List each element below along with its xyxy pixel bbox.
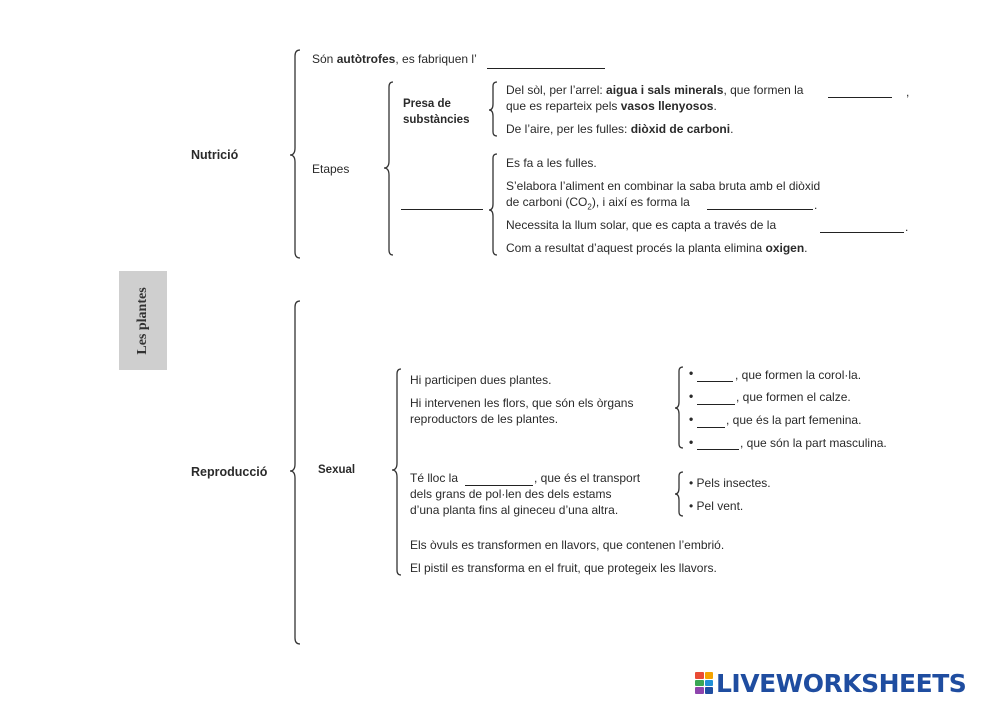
liveworksheets-logo — [695, 670, 966, 696]
petals-text: , que formen la corol·la. — [735, 368, 862, 382]
te-line-2: dels grans de pol·len des dels estams — [410, 487, 612, 501]
aire-line: De l’aire, per les fulles: diòxid de carboni. — [506, 122, 734, 136]
blank-sepals[interactable] — [697, 404, 735, 405]
sexual-label: Sexual — [318, 464, 356, 476]
blank-pistil[interactable] — [697, 427, 725, 428]
side-label-text: Les plantes — [135, 286, 150, 355]
pistil-line: El pistil es transforma en el fruit, que protegeix les llavors. — [410, 561, 717, 575]
flors-line-2: reproductors de les plantes. — [410, 412, 559, 426]
bullet-3: • — [689, 412, 694, 426]
insectes-line: • Pels insectes. — [689, 476, 771, 490]
logo-text: LIVEWORKSHEETS — [716, 668, 967, 698]
autotrofes-line: Són autòtrofes, es fabriquen l’ — [312, 52, 477, 66]
etapes-label: Etapes — [312, 162, 350, 176]
blank-saba[interactable] — [828, 97, 892, 98]
brace-etapes — [384, 82, 393, 255]
blank-saba-elaborada[interactable] — [707, 209, 813, 210]
sol-line-1: Del sòl, per l’arrel: aigua i sals minerals, que formen la — [506, 83, 804, 97]
sol-comma: , — [906, 85, 910, 99]
brace-reproduccio — [290, 301, 300, 644]
te-line-1-post: , que és el transport — [534, 471, 641, 485]
te-line-1-pre: Té lloc la — [410, 471, 459, 485]
elabora-line-2: de carboni $(CO_2)$, i així es forma la — [506, 195, 690, 212]
brace-presa — [489, 82, 497, 136]
ovuls-line: Els òvuls es transformen en llavors, que contenen l’embrió. — [410, 538, 725, 552]
blank-petals[interactable] — [697, 381, 733, 382]
elabora-period: . — [814, 198, 818, 212]
brace-fotosintesi — [489, 154, 497, 255]
nutricio-title: Nutrició — [191, 148, 239, 162]
blank-fotosintesi[interactable] — [401, 209, 483, 210]
reproduccio-title: Reproducció — [191, 465, 268, 479]
resultat-line: Com a resultat d’aquest procés la planta elimina oxigen. — [506, 241, 808, 255]
blank-clorofil[interactable] — [820, 232, 904, 233]
blank-aliment[interactable] — [487, 68, 605, 69]
brace-pol — [675, 472, 683, 516]
brace-flors — [675, 367, 683, 448]
presa-label-1: Presa de — [403, 98, 451, 110]
pistil-text: , que és la part femenina. — [726, 413, 862, 427]
bullet-4: • — [689, 435, 694, 449]
fa-line: Es fa a les fulles. — [506, 156, 597, 170]
brace-sexual — [392, 369, 401, 575]
presa-label-2: substàncies — [403, 114, 470, 126]
participen-line: Hi participen dues plantes. — [410, 373, 552, 387]
bullet-1: • — [689, 366, 694, 380]
brace-nutricio — [290, 50, 300, 258]
vent-line: • Pel vent. — [689, 499, 744, 513]
logo-icon — [695, 672, 713, 694]
elabora-line-1: S’elabora l’aliment en combinar la saba bruta amb el diòxid — [506, 179, 821, 193]
estams-text: , que són la part masculina. — [740, 436, 887, 450]
sepals-text: , que formen el calze. — [736, 390, 851, 404]
llum-line: Necessita la llum solar, que es capta a través de la — [506, 218, 777, 232]
sol-line-2: que es reparteix pels vasos llenyosos. — [506, 99, 717, 113]
llum-period: . — [905, 220, 909, 234]
flors-line-1: Hi intervenen les flors, que són els òrgans — [410, 396, 634, 410]
blank-pol-linitzacio[interactable] — [465, 485, 533, 486]
blank-estams[interactable] — [697, 449, 739, 450]
te-line-3: d’una planta fins al gineceu d’una altra. — [410, 503, 619, 517]
bullet-2: • — [689, 389, 694, 403]
